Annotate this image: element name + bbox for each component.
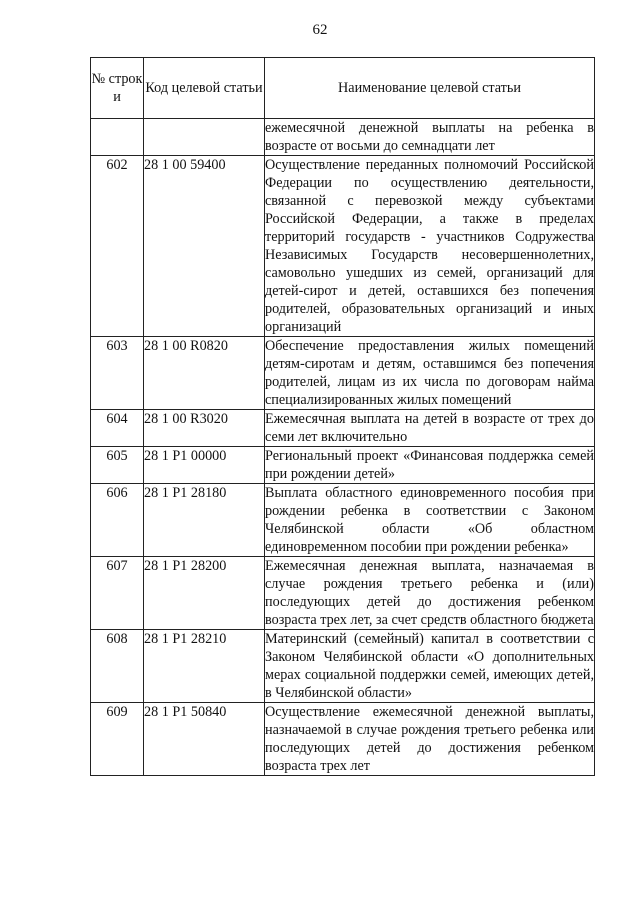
row-number: 607 xyxy=(91,557,144,630)
row-name: Региональный проект «Финансовая поддержка семей при рождении детей» xyxy=(265,448,594,482)
row-number: 609 xyxy=(91,703,144,776)
row-code: 28 1 P1 00000 xyxy=(144,447,265,484)
continuation-code-cell xyxy=(144,119,265,156)
row-code: 28 1 P1 28210 xyxy=(144,630,265,703)
row-number: 605 xyxy=(91,447,144,484)
row-number: 604 xyxy=(91,410,144,447)
table-row xyxy=(91,703,595,776)
row-name: Осуществление ежемесячной денежной выплаты, назначаемой в случае рождения третьего ребенка или последующих детей до достижения ребенком возраста трех лет xyxy=(265,704,594,774)
row-name: Выплата областного единовременного пособия при рождении ребенка в соответствии с Законом Челябинской области «Об областном единовременном пособии при рождении ребенка» xyxy=(265,485,594,555)
row-number: 608 xyxy=(91,630,144,703)
header-code: Код целевой статьи xyxy=(144,58,265,119)
header-row-number: № строк и xyxy=(91,58,144,119)
table-row xyxy=(91,630,595,703)
table-row-continuation xyxy=(91,119,595,156)
page-number: 62 xyxy=(312,22,328,38)
row-code: 28 1 P1 28180 xyxy=(144,484,265,557)
row-name: Осуществление переданных полномочий Российской Федерации по осуществлению деятельности, связанной с перевозкой между субъектами Российской Федерации, а также в пределах территорий государств - участников Содружества Независимых Государств несовершеннолетних, самовольно ушедших из семей, организаций для детей-сирот и детей, оставшихся без попечения родителей, образовательных организаций и иных организаций xyxy=(265,157,594,335)
row-name: Ежемесячная денежная выплата, назначаемая в случае рождения третьего ребенка и (или) последующих детей до достижения ребенком возраста трех лет, за счет средств областного бюджета xyxy=(265,558,594,628)
table-header-row xyxy=(91,58,595,119)
continuation-num-cell xyxy=(91,119,144,156)
target-articles-table xyxy=(90,57,595,776)
row-code: 28 1 P1 50840 xyxy=(144,703,265,776)
header-name: Наименование целевой статьи xyxy=(265,58,595,119)
row-code: 28 1 00 59400 xyxy=(144,156,265,337)
row-number: 606 xyxy=(91,484,144,557)
table-row xyxy=(91,484,595,557)
row-name: Обеспечение предоставления жилых помещений детям-сиротам и детям, оставшимся без попечения родителей, лицам из их числа по договорам найма специализированных жилых помещений xyxy=(265,338,594,408)
row-code: 28 1 00 R3020 xyxy=(144,410,265,447)
row-code: 28 1 P1 28200 xyxy=(144,557,265,630)
table-row xyxy=(91,337,595,410)
continuation-name-cell: ежемесячной денежной выплаты на ребенка в возрасте от восьми до семнадцати лет xyxy=(265,120,594,154)
table-row xyxy=(91,447,595,484)
row-name: Материнский (семейный) капитал в соответствии с Законом Челябинской области «О дополнительных мерах социальной поддержки семей, имеющих детей, в Челябинской области» xyxy=(265,631,594,701)
row-name: Ежемесячная выплата на детей в возрасте от трех до семи лет включительно xyxy=(265,411,594,445)
table-row xyxy=(91,410,595,447)
table-row xyxy=(91,156,595,337)
row-number: 603 xyxy=(91,337,144,410)
row-code: 28 1 00 R0820 xyxy=(144,337,265,410)
row-number: 602 xyxy=(91,156,144,337)
table-row xyxy=(91,557,595,630)
